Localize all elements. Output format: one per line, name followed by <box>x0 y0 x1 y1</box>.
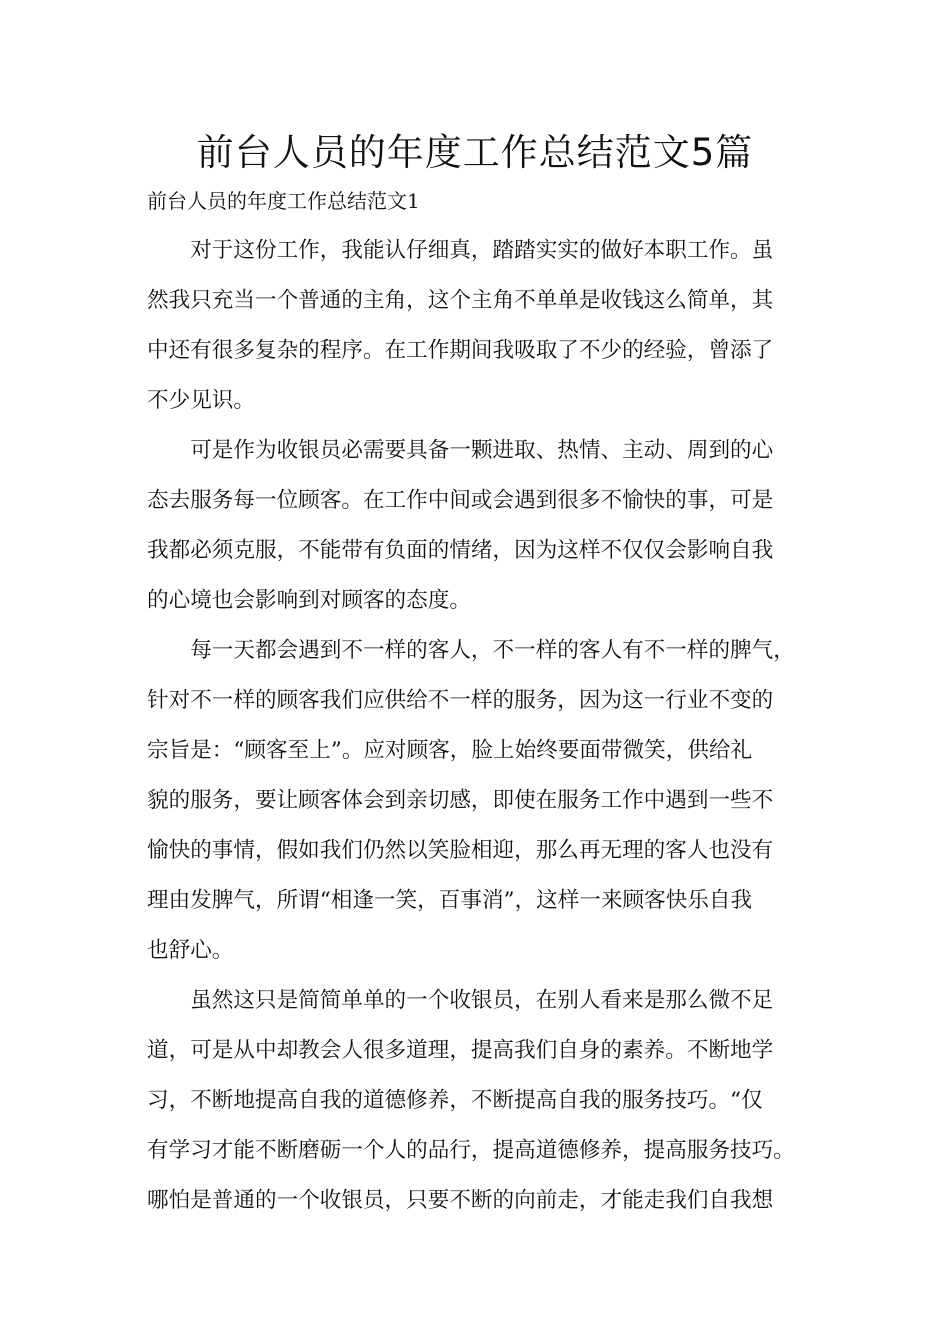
body-line: 道，可是从中却教会人很多道理，提高我们自身的素养。不断地学 <box>147 1038 774 1063</box>
body-line: 我都必须克服，不能带有负面的情绪，因为这样不仅仅会影响自我 <box>147 538 774 563</box>
body-line: 中还有很多复杂的程序。在工作期间我吸取了不少的经验，曾添了 <box>147 338 774 363</box>
body-line: 的心境也会影响到对顾客的态度。 <box>147 588 471 613</box>
body-line: 理由发脾气，所谓“相逢一笑，百事消”，这样一来顾客快乐自我 <box>147 888 753 913</box>
body-line: 态去服务每一位顾客。在工作中间或会遇到很多不愉快的事，可是 <box>147 488 774 513</box>
body-line: 对于这份工作，我能认仔细真，踏踏实实的做好本职工作。虽 <box>147 238 774 263</box>
document-title: 前台人员的年度工作总结范文5篇 <box>196 131 754 174</box>
body-line: 可是作为收银员必需要具备一颗进取、热情、主动、周到的心 <box>147 438 774 463</box>
body-line: 有学习才能不断磨砺一个人的品行，提高道德修养，提高服务技巧。 <box>147 1138 795 1163</box>
body-line: 每一天都会遇到不一样的客人，不一样的客人有不一样的脾气， <box>147 638 795 663</box>
body-line: 然我只充当一个普通的主角，这个主角不单单是收钱这么简单，其 <box>147 288 774 313</box>
body-line: 习，不断地提高自我的道德修养，不断提高自我的服务技巧。“仅 <box>147 1088 763 1113</box>
body-line: 虽然这只是简简单单的一个收银员，在别人看来是那么微不足 <box>147 988 774 1013</box>
body-line: 宗旨是：“顾客至上”。应对顾客，脸上始终要面带微笑，供给礼 <box>147 738 753 763</box>
body-line: 哪怕是普通的一个收银员，只要不断的向前走，才能走我们自我想 <box>147 1188 774 1213</box>
body-line: 针对不一样的顾客我们应供给不一样的服务，因为这一行业不变的 <box>147 688 774 713</box>
body-line: 也舒心。 <box>147 938 234 963</box>
body-line: 愉快的事情，假如我们仍然以笑脸相迎，那么再无理的客人也没有 <box>147 838 774 863</box>
body-line: 不少见识。 <box>147 388 255 413</box>
body-line: 貌的服务，要让顾客体会到亲切感，即使在服务工作中遇到一些不 <box>147 788 774 813</box>
section-heading: 前台人员的年度工作总结范文1 <box>147 189 420 213</box>
